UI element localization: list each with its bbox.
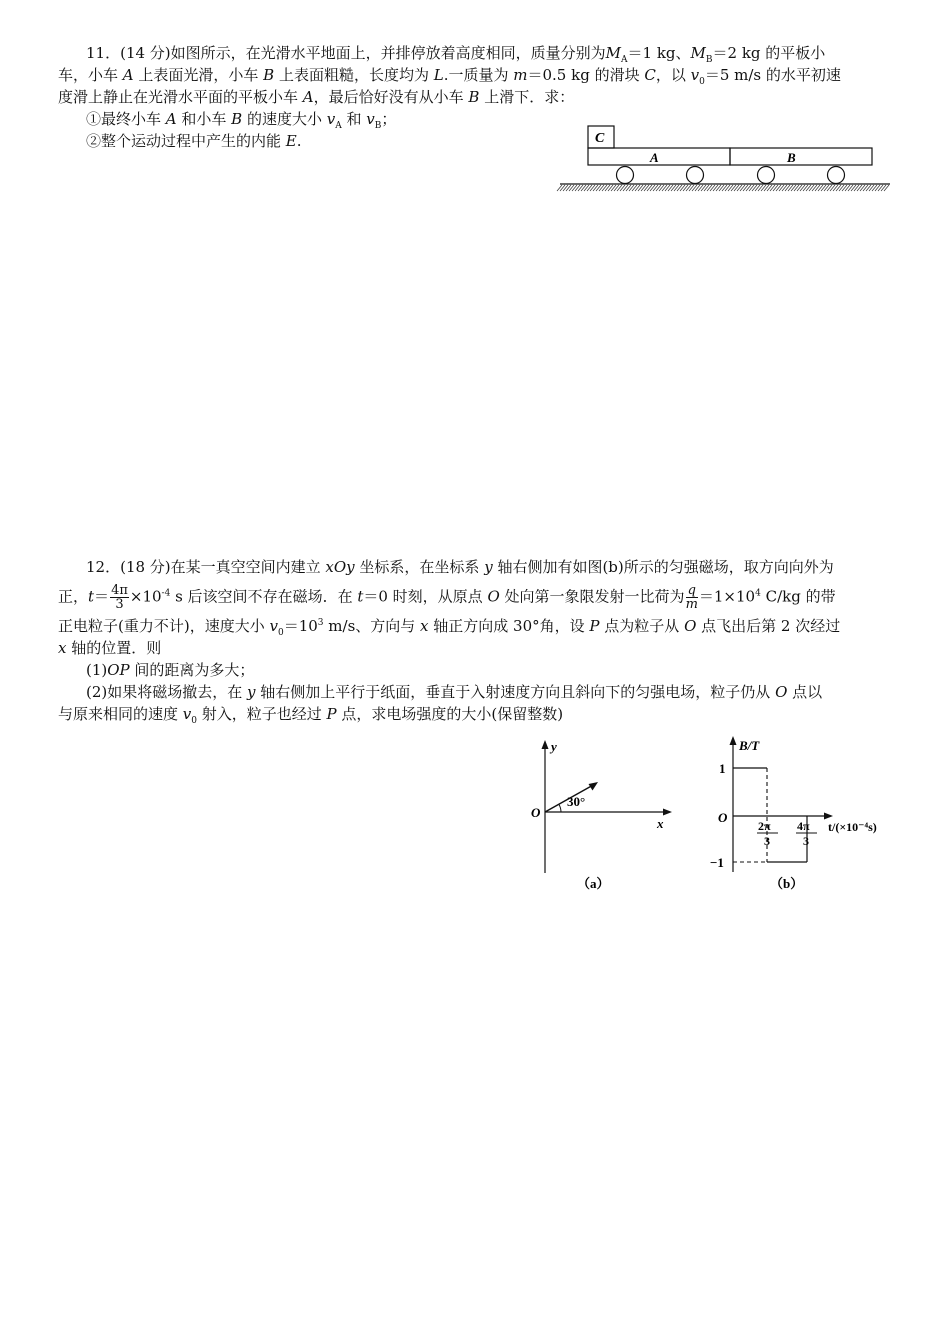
q11-line-1: 11．(14 分)如图所示，在光滑水平地面上，并排停放着高度相同，质量分别为$M_A=1$ kg、$M_B=2$ kg 的平板小 bbox=[86, 44, 826, 65]
hatch-line bbox=[635, 185, 640, 191]
hatch-line bbox=[728, 185, 733, 191]
wheel bbox=[687, 167, 704, 184]
hatch-line bbox=[800, 185, 805, 191]
ground-hatching bbox=[557, 185, 889, 191]
hatch-line bbox=[869, 185, 874, 191]
charge-mass-fraction: $\frac{q}{m}$ bbox=[685, 583, 698, 612]
hatch-line bbox=[596, 185, 601, 191]
hatch-line bbox=[824, 185, 829, 191]
hatch-line bbox=[806, 185, 811, 191]
hatch-line bbox=[770, 185, 775, 191]
x-axis-label: x bbox=[657, 816, 664, 831]
hatch-line bbox=[707, 185, 712, 191]
hatch-line bbox=[581, 185, 586, 191]
hatch-line bbox=[863, 185, 868, 191]
q11-sub-question-1: ①最终小车 A 和小车 B 的速度大小 $v_A$ 和 $v_B$； bbox=[86, 110, 397, 131]
question-12-text bbox=[58, 556, 894, 725]
hatch-line bbox=[878, 185, 883, 191]
t-axis-arrow bbox=[824, 813, 833, 820]
y-axis-arrow bbox=[542, 740, 549, 749]
hatch-line bbox=[629, 185, 634, 191]
hatch-line bbox=[755, 185, 760, 191]
q12-line-1: 12．(18 分)在某一真空空间内建立 xOy 坐标系，在坐标系 y 轴右侧加有如图(b)所示的匀强磁场，取方向向外为 bbox=[86, 558, 834, 576]
hatch-line bbox=[818, 185, 823, 191]
hatch-line bbox=[773, 185, 778, 191]
cart-b bbox=[730, 148, 872, 165]
hatch-line bbox=[884, 185, 889, 191]
figure-b-caption: （b） bbox=[770, 876, 804, 891]
tick-label-1: 1 bbox=[719, 761, 726, 776]
hatch-line bbox=[704, 185, 709, 191]
q12-sub-question-1: (1)OP 间的距离为多大； bbox=[86, 661, 255, 679]
hatch-line bbox=[611, 185, 616, 191]
wheel bbox=[617, 167, 634, 184]
x-axis-arrow bbox=[663, 809, 672, 816]
hatch-line bbox=[689, 185, 694, 191]
hatch-line bbox=[686, 185, 691, 191]
time-fraction: $\frac{4\pi}{3}$ bbox=[111, 583, 128, 612]
hatch-line bbox=[566, 185, 571, 191]
q11-line-2: 车，小车 A 上表面光滑，小车 B 上表面粗糙，长度均为 L.一质量为 m＝0.5 kg 的滑块 C，以 $v_0=5$ m/s 的水平初速 bbox=[58, 66, 841, 87]
hatch-line bbox=[575, 185, 580, 191]
hatch-line bbox=[767, 185, 772, 191]
hatch-line bbox=[560, 185, 565, 191]
origin-label: O bbox=[718, 810, 728, 825]
q12-line-2: 正，t＝ $\frac{4\pi}{3}$ $\times 10^{-4}$ s 后该空间不存在磁场．在 t＝0 时刻，从原点 O 处向第一象限发射一比荷为 $\frac{q}{m}$ $=1\times 10^4$ C/kg 的带 bbox=[58, 583, 836, 612]
hatch-line bbox=[827, 185, 832, 191]
hatch-line bbox=[599, 185, 604, 191]
q12-sub-question-2-cont: 与原来相同的速度 $v_0$ 射入，粒子也经过 P 点，求电场强度的大小(保留整数) bbox=[58, 705, 564, 726]
origin-label: O bbox=[531, 805, 541, 820]
hatch-line bbox=[653, 185, 658, 191]
cart-b-label: B bbox=[787, 150, 796, 165]
t-axis-label: t/(×10⁻⁴s) bbox=[828, 820, 877, 834]
hatch-line bbox=[608, 185, 613, 191]
hatch-line bbox=[698, 185, 703, 191]
hatch-line bbox=[845, 185, 850, 191]
wheel bbox=[828, 167, 845, 184]
hatch-line bbox=[665, 185, 670, 191]
tick-t2-num: 4π bbox=[797, 819, 810, 833]
tick-label-neg1: −1 bbox=[710, 855, 724, 870]
hatch-line bbox=[731, 185, 736, 191]
tick-t1-num: 2π bbox=[758, 819, 771, 833]
hatch-line bbox=[842, 185, 847, 191]
hatch-line bbox=[593, 185, 598, 191]
hatch-line bbox=[695, 185, 700, 191]
q11-sub-question-2: ②整个运动过程中产生的内能 E. bbox=[86, 132, 302, 150]
hatch-line bbox=[815, 185, 820, 191]
hatch-line bbox=[557, 185, 562, 191]
hatch-line bbox=[701, 185, 706, 191]
hatch-line bbox=[779, 185, 784, 191]
hatch-line bbox=[569, 185, 574, 191]
hatch-line bbox=[761, 185, 766, 191]
angle-arc bbox=[559, 805, 561, 813]
hatch-line bbox=[734, 185, 739, 191]
hatch-line bbox=[683, 185, 688, 191]
block-c-label: C bbox=[595, 131, 605, 146]
hatch-line bbox=[830, 185, 835, 191]
hatch-line bbox=[788, 185, 793, 191]
q12-line-4: x 轴的位置．则 bbox=[58, 639, 162, 657]
hatch-line bbox=[710, 185, 715, 191]
hatch-line bbox=[782, 185, 787, 191]
hatch-line bbox=[605, 185, 610, 191]
q11-cart-figure bbox=[555, 120, 895, 195]
hatch-line bbox=[692, 185, 697, 191]
hatch-line bbox=[632, 185, 637, 191]
q12-sub-question-2: (2)如果将磁场撤去，在 y 轴右侧加上平行于纸面，垂直于入射速度方向且斜向下的匀强电场，粒子仍从 O 点以 bbox=[86, 683, 823, 701]
hatch-line bbox=[674, 185, 679, 191]
hatch-line bbox=[797, 185, 802, 191]
hatch-line bbox=[722, 185, 727, 191]
hatch-line bbox=[590, 185, 595, 191]
hatch-line bbox=[848, 185, 853, 191]
q11-line-3: 度滑上静止在光滑水平面的平板小车 A，最后恰好没有从小车 B 上滑下．求： bbox=[58, 88, 575, 106]
hatch-line bbox=[866, 185, 871, 191]
hatch-line bbox=[650, 185, 655, 191]
hatch-line bbox=[803, 185, 808, 191]
hatch-line bbox=[881, 185, 886, 191]
y-axis-label: y bbox=[551, 739, 557, 754]
hatch-line bbox=[644, 185, 649, 191]
hatch-line bbox=[572, 185, 577, 191]
hatch-line bbox=[614, 185, 619, 191]
hatch-line bbox=[617, 185, 622, 191]
hatch-line bbox=[737, 185, 742, 191]
hatch-line bbox=[875, 185, 880, 191]
hatch-line bbox=[851, 185, 856, 191]
b-axis-label: B/T bbox=[739, 738, 760, 753]
hatch-line bbox=[647, 185, 652, 191]
hatch-line bbox=[623, 185, 628, 191]
q12-line-3: 正电粒子(重力不计)，速度大小 $v_0=10^3$ m/s、方向与 x 轴正方向成 30°角，设 P 点为粒子从 O 点飞出后第 2 次经过 bbox=[58, 617, 841, 638]
hatch-line bbox=[725, 185, 730, 191]
hatch-line bbox=[713, 185, 718, 191]
q12-figure-b bbox=[700, 730, 905, 895]
velocity-arrow-head bbox=[589, 782, 599, 791]
hatch-line bbox=[836, 185, 841, 191]
hatch-line bbox=[602, 185, 607, 191]
hatch-line bbox=[764, 185, 769, 191]
hatch-line bbox=[785, 185, 790, 191]
hatch-line bbox=[794, 185, 799, 191]
hatch-line bbox=[740, 185, 745, 191]
wheel bbox=[758, 167, 775, 184]
hatch-line bbox=[746, 185, 751, 191]
hatch-line bbox=[641, 185, 646, 191]
hatch-line bbox=[587, 185, 592, 191]
hatch-line bbox=[791, 185, 796, 191]
hatch-line bbox=[857, 185, 862, 191]
tick-t2-den: 3 bbox=[803, 834, 809, 848]
hatch-line bbox=[833, 185, 838, 191]
hatch-line bbox=[776, 185, 781, 191]
hatch-line bbox=[839, 185, 844, 191]
cart-a bbox=[588, 148, 730, 165]
hatch-line bbox=[809, 185, 814, 191]
hatch-line bbox=[638, 185, 643, 191]
hatch-line bbox=[749, 185, 754, 191]
hatch-line bbox=[758, 185, 763, 191]
tick-t1-den: 3 bbox=[764, 834, 770, 848]
hatch-line bbox=[656, 185, 661, 191]
hatch-line bbox=[860, 185, 865, 191]
b-axis-arrow bbox=[730, 736, 737, 745]
hatch-line bbox=[671, 185, 676, 191]
figure-a-caption: （a） bbox=[577, 876, 610, 891]
hatch-line bbox=[578, 185, 583, 191]
cart-a-label: A bbox=[650, 150, 659, 165]
q12-figure-a bbox=[525, 735, 675, 895]
hatch-line bbox=[719, 185, 724, 191]
hatch-line bbox=[668, 185, 673, 191]
hatch-line bbox=[854, 185, 859, 191]
hatch-line bbox=[563, 185, 568, 191]
hatch-line bbox=[662, 185, 667, 191]
hatch-line bbox=[626, 185, 631, 191]
hatch-line bbox=[677, 185, 682, 191]
hatch-line bbox=[716, 185, 721, 191]
hatch-line bbox=[872, 185, 877, 191]
hatch-line bbox=[752, 185, 757, 191]
hatch-line bbox=[743, 185, 748, 191]
hatch-line bbox=[659, 185, 664, 191]
hatch-line bbox=[821, 185, 826, 191]
hatch-line bbox=[680, 185, 685, 191]
hatch-line bbox=[812, 185, 817, 191]
hatch-line bbox=[584, 185, 589, 191]
hatch-line bbox=[620, 185, 625, 191]
angle-label: 30° bbox=[567, 794, 586, 809]
